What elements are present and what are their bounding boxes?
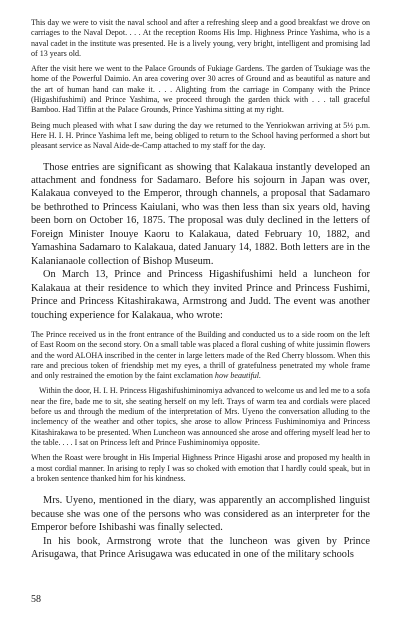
body-section-1	[31, 161, 370, 322]
body-paragraph: On March 13, Prince and Princess Higashifushimi held a luncheon for Kalakaua at their residence to which they invited Prince and Princess Fushimi, Prince and Princess Kitashirakawa, Armstrong and Judd. The event was another touching experience for Kalakaua, who wrote:	[31, 269, 370, 321]
body-paragraph: Mrs. Uyeno, mentioned in the diary, was apparently an accomplished linguist because she was one of the persons who was considered as an interpreter for the Emperor before Ishibashi was finally selected.	[31, 495, 370, 534]
diary-paragraph: After the visit here we went to the Palace Grounds of Fukiage Gardens. The garden of Tsukiage was the home of the Powerful Daimio. An area covering over 30 acres of Ground and as beautiful as nature and the art of human hand can make it. . . . Alighting from the carriage in Company with the Prince (Higashifushimi) and Prince Yashima, we proceed through the garden thick with . . . tall graceful Bamboo. Had Tiffin at the Palace Grounds, Prince Yashima sitting at my right.	[31, 64, 370, 115]
diary-paragraph: Within the door, H. I. H. Princess Higashifushiminomiya advanced to welcome us and led me to a sofa near the fire, bade me to sit, she seating herself on my left. Trays of warm tea and cordials were placed before us and through the medium of the interpretation of Mrs. Uyeno the conversation alluding to the inclemency of the weather and other topics, she arose to allow Princess Fushiminomiya and Princess Kitashirakawa to be presented. When Luncheon was announced she arose and offering myself lead her to the table. . . . I sat on Princess left and Prince Fushiminomiya opposite.	[31, 386, 370, 447]
diary-excerpt-1	[31, 18, 370, 152]
body-section-2	[31, 494, 370, 561]
diary-paragraph: This day we were to visit the naval school and after a refreshing sleep and a good breakfast we drove on carriages to the Naval Depot. . . . At the reception Rooms His Imp. Highness Prince Yashima, who is a naval cadet in the institute was presented. He is a lively young, very bright, intelligent and promising lad of 13 years old.	[31, 18, 370, 58]
body-paragraph: Those entries are significant as showing that Kalakaua instantly developed an attachment and fondness for Sadamaro. Before his sojourn in Japan was over, Kalakaua conveyed to the Emperor, through channels, a proposal that Sadamaro be bethrothed to Princess Kaiulani, who was then less than six years old, having been born on October 16, 1875. The proposal was duly declined in the letters of Foreign Minister Inouye Kaoru to Kalakaua, dated February 10, 1882, and Yamashina Sadamaro to Kalakaua, dated January 14, 1882. Both letters are in the Kalanianaole collection of Bishop Museum.	[31, 161, 370, 267]
diary-excerpt-2	[31, 330, 370, 484]
diary-paragraph: Being much pleased with what I saw during the day we returned to the Yenriokwan arriving at 5½ p.m. Here H. I. H. Prince Yashima left me, being obliged to return to the School having performed a short but pleasant service as Naval Aide-de-Camp attached to my staff for the day.	[31, 120, 370, 151]
diary-paragraph: When the Roast were brought in His Imperial Highness Prince Higashi arose and proposed my health in a most cordial manner. In arising to reply I was so choked with emotion that I hardly could speak, but in a broken sentence thanked him for his kindness.	[31, 453, 370, 483]
diary-paragraph	[31, 330, 370, 381]
body-paragraph: In his book, Armstrong wrote that the luncheon was given by Prince Arisugawa, that Prince Arisugawa was educated in one of the military schools	[31, 535, 370, 560]
emphasized-text: how beautiful.	[214, 371, 261, 381]
diary-text: The Prince received us in the front entrance of the Building and conducted us to a side room on the left of East Room on the second story. On a small table was placed a floral cushing of white jussimin flowers and the word ALOHA inscribed in the center in large letters made of the Red Cherry blossom. When this rare and precious token of friendship met my eyes, a thrill of gratefulness penetrated my whole frame and only restrained the emotion by the faint exclamation	[31, 330, 370, 381]
page-number: 58	[31, 594, 41, 605]
